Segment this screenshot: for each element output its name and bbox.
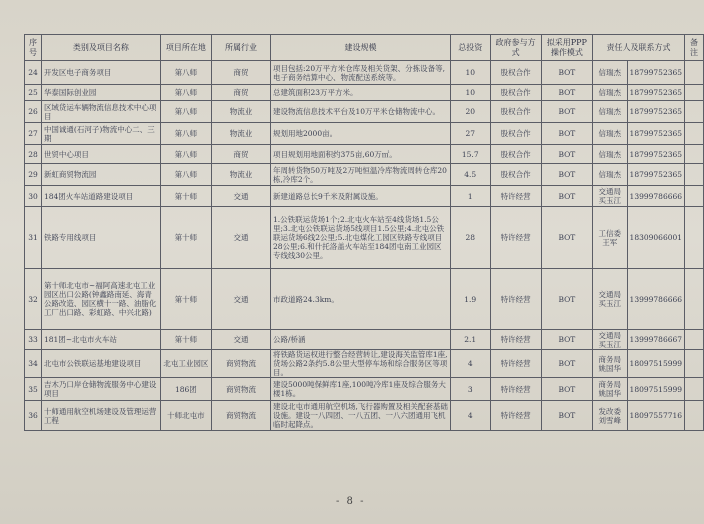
ppp-mode: BOT — [541, 123, 592, 145]
table-row — [25, 101, 704, 123]
ppp-mode: BOT — [541, 350, 592, 378]
gov-participation: 特许经营 — [490, 401, 541, 431]
total-investment: 4.5 — [450, 164, 490, 186]
ppp-mode: BOT — [541, 61, 592, 85]
project-name: 十师通用航空机场建设及管理运营工程 — [41, 401, 160, 431]
project-industry: 商贸 — [212, 145, 271, 164]
contact-phone: 18799752365 — [627, 123, 685, 145]
project-name: 华泰国际创业园 — [41, 85, 160, 101]
contact-person: 信瑞杰 — [593, 164, 628, 186]
contact-person: 信瑞杰 — [593, 85, 628, 101]
row-seq: 25 — [25, 85, 42, 101]
contact-person: 信瑞杰 — [593, 145, 628, 164]
gov-participation: 特许经营 — [490, 378, 541, 401]
total-investment: 10 — [450, 61, 490, 85]
header-ppp-mode: 拟采用PPP操作模式 — [541, 35, 592, 61]
project-industry: 交通 — [212, 207, 271, 269]
total-investment: 28 — [450, 207, 490, 269]
table-row — [25, 269, 704, 330]
contact-person: 商务局姚国华 — [593, 378, 628, 401]
contact-person: 商务局姚国华 — [593, 350, 628, 378]
gov-participation: 股权合作 — [490, 85, 541, 101]
project-location: 第八师 — [160, 145, 211, 164]
project-location: 第八师 — [160, 85, 211, 101]
gov-participation: 特许经营 — [490, 330, 541, 350]
total-investment: 15.7 — [450, 145, 490, 164]
remark — [685, 145, 704, 164]
table-row — [25, 401, 704, 431]
remark — [685, 378, 704, 401]
construction-scale: 将铁路货运权进行整合经营转让,建设海关监管库1座,货场公路2条约5.8公里大型停车场和综合服务区等项目。 — [271, 350, 451, 378]
row-seq: 31 — [25, 207, 42, 269]
project-industry: 交通 — [212, 186, 271, 207]
contact-phone: 18309066001 — [627, 207, 685, 269]
table-row — [25, 330, 704, 350]
construction-scale: 公路/桥涵 — [271, 330, 451, 350]
ppp-mode: BOT — [541, 101, 592, 123]
total-investment: 4 — [450, 401, 490, 431]
construction-scale: 建设北屯市通用航空机场,飞行器购置及相关配套基础设施。建设一八四团、一八五团、一八六团通用飞机临时起降点。 — [271, 401, 451, 431]
project-location: 186团 — [160, 378, 211, 401]
remark — [685, 401, 704, 431]
gov-participation: 股权合作 — [490, 61, 541, 85]
remark — [685, 269, 704, 330]
construction-scale: 规划用地2000亩。 — [271, 123, 451, 145]
table-row — [25, 350, 704, 378]
table-row — [25, 145, 704, 164]
row-seq: 24 — [25, 61, 42, 85]
project-name: 184团火车站道路建设项目 — [41, 186, 160, 207]
table-row — [25, 85, 704, 101]
project-name: 开发区电子商务项目 — [41, 61, 160, 85]
gov-participation: 股权合作 — [490, 123, 541, 145]
total-investment: 2.1 — [450, 330, 490, 350]
table-row — [25, 207, 704, 269]
project-name: 区域货运车辆物流信息技术中心项目 — [41, 101, 160, 123]
remark — [685, 207, 704, 269]
gov-participation: 特许经营 — [490, 207, 541, 269]
remark — [685, 330, 704, 350]
contact-phone: 18799752365 — [627, 85, 685, 101]
table-body — [25, 61, 704, 431]
project-industry: 商贸 — [212, 61, 271, 85]
row-seq: 27 — [25, 123, 42, 145]
header-location: 项目所在地 — [160, 35, 211, 61]
gov-participation: 特许经营 — [490, 186, 541, 207]
project-name: 铁路专用线项目 — [41, 207, 160, 269]
remark — [685, 85, 704, 101]
total-investment: 20 — [450, 101, 490, 123]
construction-scale: 年周转货物50万吨及2万吨恒温冷库物流周转仓库20栋,冷库2个。 — [271, 164, 451, 186]
ppp-mode: BOT — [541, 378, 592, 401]
table-row — [25, 164, 704, 186]
project-industry: 物流业 — [212, 101, 271, 123]
gov-participation: 股权合作 — [490, 101, 541, 123]
project-location: 第八师 — [160, 123, 211, 145]
row-seq: 26 — [25, 101, 42, 123]
construction-scale: 建设物流信息技术平台及10万平米仓储物流中心。 — [271, 101, 451, 123]
ppp-mode: BOT — [541, 85, 592, 101]
contact-phone: 13999786666 — [627, 269, 685, 330]
contact-phone: 18799752365 — [627, 101, 685, 123]
header-seq: 序号 — [25, 35, 42, 61]
ppp-mode: BOT — [541, 207, 592, 269]
remark — [685, 350, 704, 378]
header-industry: 所属行业 — [212, 35, 271, 61]
project-name: 北屯市公铁联运基地建设项目 — [41, 350, 160, 378]
construction-scale: 市政道路24.3km。 — [271, 269, 451, 330]
total-investment: 27 — [450, 123, 490, 145]
table-row — [25, 61, 704, 85]
ppp-mode: BOT — [541, 401, 592, 431]
project-name: 第十师北屯市~福阿高速北屯工业园区出口公路(钟鑫路南延、海青公路改造、园区横十一路、油脂化工厂出口路、彩虹路、中兴北路) — [41, 269, 160, 330]
project-industry: 商贸物流 — [212, 401, 271, 431]
table-row — [25, 123, 704, 145]
ppp-mode: BOT — [541, 145, 592, 164]
contact-phone: 18799752365 — [627, 145, 685, 164]
ppp-mode: BOT — [541, 330, 592, 350]
contact-person: 交通局买玉江 — [593, 186, 628, 207]
ppp-mode: BOT — [541, 164, 592, 186]
contact-person: 交通局买玉江 — [593, 269, 628, 330]
page-number: - 8 - — [336, 496, 366, 507]
table-row — [25, 378, 704, 401]
project-name: 中国诚通(石河子)物流中心二、三期 — [41, 123, 160, 145]
construction-scale: 项目规划用地面积约375亩,60万㎡。 — [271, 145, 451, 164]
contact-person: 交通局买玉江 — [593, 330, 628, 350]
total-investment: 1 — [450, 186, 490, 207]
header-contact: 责任人及联系方式 — [593, 35, 685, 61]
project-location: 第十师 — [160, 186, 211, 207]
row-seq: 35 — [25, 378, 42, 401]
project-location: 第八师 — [160, 164, 211, 186]
row-seq: 30 — [25, 186, 42, 207]
project-industry: 交通 — [212, 330, 271, 350]
contact-person: 信瑞杰 — [593, 61, 628, 85]
project-location: 十师北屯市 — [160, 401, 211, 431]
gov-participation: 股权合作 — [490, 164, 541, 186]
header-row — [25, 35, 704, 61]
header-gov-mode: 政府参与方式 — [490, 35, 541, 61]
project-industry: 物流业 — [212, 123, 271, 145]
row-seq: 28 — [25, 145, 42, 164]
total-investment: 4 — [450, 350, 490, 378]
project-location: 第十师 — [160, 330, 211, 350]
header-investment: 总投资 — [450, 35, 490, 61]
construction-scale: 建设5000吨保鲜库1座,100吨冷库1座及综合服务大楼1栋。 — [271, 378, 451, 401]
contact-phone: 18097557716 — [627, 401, 685, 431]
remark — [685, 101, 704, 123]
row-seq: 33 — [25, 330, 42, 350]
gov-participation: 特许经营 — [490, 269, 541, 330]
contact-phone: 13999786666 — [627, 186, 685, 207]
total-investment: 10 — [450, 85, 490, 101]
project-location: 第八师 — [160, 61, 211, 85]
remark — [685, 164, 704, 186]
contact-person: 信瑞杰 — [593, 101, 628, 123]
contact-person: 发改委刘雪峰 — [593, 401, 628, 431]
project-industry: 物流业 — [212, 164, 271, 186]
row-seq: 34 — [25, 350, 42, 378]
construction-scale: 总建筑面积23万平方米。 — [271, 85, 451, 101]
project-industry: 商贸物流 — [212, 350, 271, 378]
project-industry: 交通 — [212, 269, 271, 330]
project-location: 第八师 — [160, 101, 211, 123]
ppp-mode: BOT — [541, 186, 592, 207]
header-remark: 备注 — [685, 35, 704, 61]
total-investment: 3 — [450, 378, 490, 401]
construction-scale: 新建道路总长9千米及附属设施。 — [271, 186, 451, 207]
row-seq: 36 — [25, 401, 42, 431]
contact-person: 信瑞杰 — [593, 123, 628, 145]
gov-participation: 股权合作 — [490, 145, 541, 164]
project-location: 北屯工业园区 — [160, 350, 211, 378]
header-name: 类别及项目名称 — [41, 35, 160, 61]
contact-phone: 18097515999 — [627, 350, 685, 378]
table-row — [25, 186, 704, 207]
row-seq: 32 — [25, 269, 42, 330]
row-seq: 29 — [25, 164, 42, 186]
total-investment: 1.9 — [450, 269, 490, 330]
header-scale: 建设规模 — [271, 35, 451, 61]
construction-scale: 项目包括:20万平方米仓库及相关货架、分拣设备等,电子商务结算中心、物流配送系统等。 — [271, 61, 451, 85]
remark — [685, 186, 704, 207]
contact-phone: 18799752365 — [627, 164, 685, 186]
project-location: 第十师 — [160, 269, 211, 330]
remark — [685, 123, 704, 145]
project-name: 新虹商贸物流园 — [41, 164, 160, 186]
project-location: 第十师 — [160, 207, 211, 269]
contact-phone: 18799752365 — [627, 61, 685, 85]
project-name: 世贸中心项目 — [41, 145, 160, 164]
project-name: 181团~北屯市火车站 — [41, 330, 160, 350]
ppp-project-table — [24, 34, 704, 431]
ppp-mode: BOT — [541, 269, 592, 330]
project-name: 吉木乃口岸仓储物流服务中心建设项目 — [41, 378, 160, 401]
remark — [685, 61, 704, 85]
contact-phone: 13999786667 — [627, 330, 685, 350]
gov-participation: 特许经营 — [490, 350, 541, 378]
contact-phone: 18097515999 — [627, 378, 685, 401]
construction-scale: 1.公铁联运货场1个;2.北屯火车站至4线货场1.5公里;3.北屯公铁联运货场5线项目1.5公里;4.北屯公铁联运货场6线2公里;5.北屯煤化工园区铁路专线项目28公里;6.和什托洛盖火车站至184团屯南工业园区专线线30公里。 — [271, 207, 451, 269]
contact-person: 工信委王军 — [593, 207, 628, 269]
project-industry: 商贸物流 — [212, 378, 271, 401]
project-industry: 商贸 — [212, 85, 271, 101]
